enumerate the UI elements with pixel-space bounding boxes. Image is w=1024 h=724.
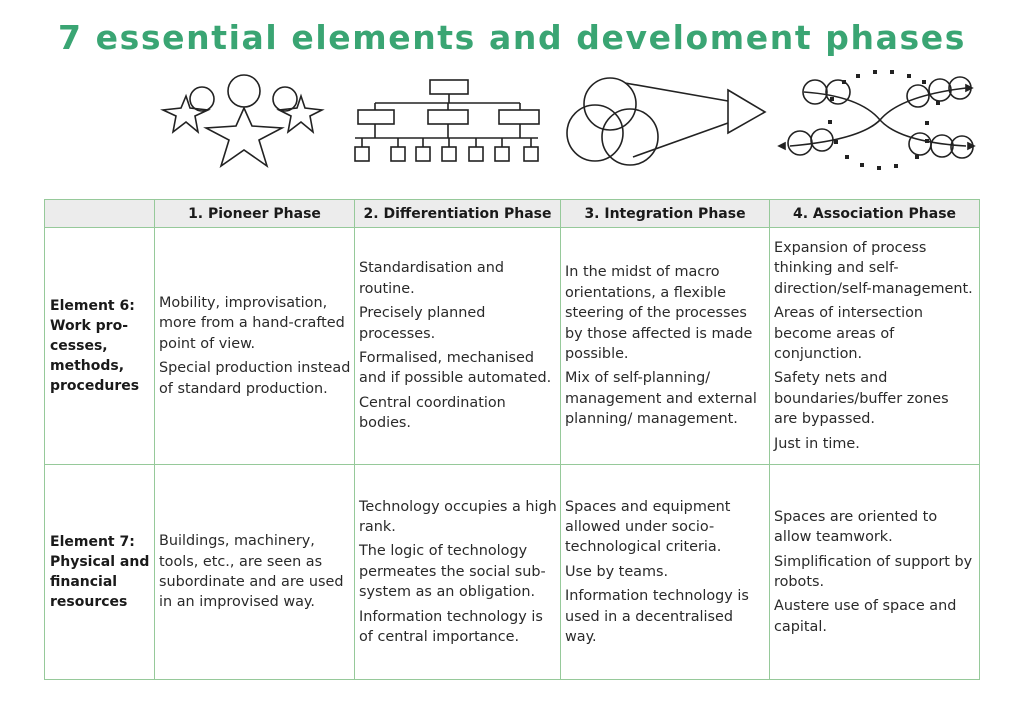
integration-circles-arrow-illustration	[567, 78, 765, 165]
cell-element-6-association	[770, 228, 980, 465]
cell-paragraph: Spaces are oriented to allow teamwork.	[774, 508, 938, 546]
cell-paragraph: Mobility, improvisation, more from a hand-crafted point of view.	[159, 294, 345, 352]
cell-paragraph: In the midst of macro orientations, a flexible steering of the processes by those affected is made possible.	[565, 264, 753, 362]
cell-element-6-integration	[561, 228, 770, 465]
header-association-phase: 4. Association Phase	[770, 200, 980, 228]
phases-table	[44, 199, 980, 680]
header-pioneer-phase: 1. Pioneer Phase	[155, 200, 355, 228]
row-label-element-6: Element 6: Work pro-cesses, methods, procedures	[45, 228, 155, 465]
cell-paragraph: Expansion of process thinking and self-direction/self-management.	[774, 239, 973, 297]
cell-paragraph: Safety nets and boundaries/buffer zones are bypassed.	[774, 370, 949, 428]
table-row-element-6	[45, 228, 980, 465]
table-header-row	[45, 200, 980, 228]
cell-paragraph: Mix of self-planning/ management and external planning/ management.	[565, 370, 757, 428]
cell-paragraph: Areas of intersection become areas of conjunction.	[774, 305, 923, 362]
table-row-element-7	[45, 465, 980, 680]
cell-element-7-pioneer	[155, 465, 355, 680]
cell-element-7-association	[770, 465, 980, 680]
cell-element-6-differentiation	[355, 228, 561, 465]
cell-element-7-differentiation	[355, 465, 561, 680]
cell-paragraph: Just in time.	[774, 435, 860, 452]
header-empty-cell	[45, 200, 155, 228]
association-network-illustration	[779, 70, 974, 170]
cell-paragraph: Use by teams.	[565, 563, 669, 580]
cell-paragraph: Information technology is used in a decentralised way.	[565, 588, 749, 646]
header-integration-phase: 3. Integration Phase	[561, 200, 770, 228]
cell-paragraph: Standardisation and routine.	[359, 260, 504, 297]
cell-paragraph: Central coordination bodies.	[359, 394, 506, 432]
illustrations-strip	[0, 68, 1024, 188]
row-label-element-7: Element 7: Physical and financial resources	[45, 465, 155, 680]
page-title: 7 essential elements and develoment phases	[58, 18, 966, 57]
cell-paragraph: The logic of technology permeates the social sub-system as an obligation.	[359, 543, 546, 601]
cell-element-6-pioneer	[155, 228, 355, 465]
cell-paragraph: Special production instead of standard production.	[159, 360, 351, 397]
cell-paragraph: Formalised, mechanised and if possible automated.	[359, 350, 552, 387]
header-differentiation-phase: 2. Differentiation Phase	[355, 200, 561, 228]
cell-paragraph: Simplification of support by robots.	[774, 553, 973, 590]
cell-paragraph: Technology occupies a high rank.	[359, 498, 557, 535]
differentiation-hierarchy-illustration	[355, 80, 539, 161]
cell-paragraph: Information technology is of central importance.	[359, 608, 543, 646]
pioneer-phase-figures-illustration	[163, 75, 322, 166]
cell-element-7-integration	[561, 465, 770, 680]
cell-paragraph: Spaces and equipment allowed under socio-technological criteria.	[565, 498, 731, 556]
cell-paragraph: Austere use of space and capital.	[774, 598, 957, 635]
cell-paragraph: Precisely planned processes.	[359, 305, 486, 342]
cell-paragraph: Buildings, machinery, tools, etc., are seen as subordinate and are used in an improvised way.	[159, 533, 344, 611]
